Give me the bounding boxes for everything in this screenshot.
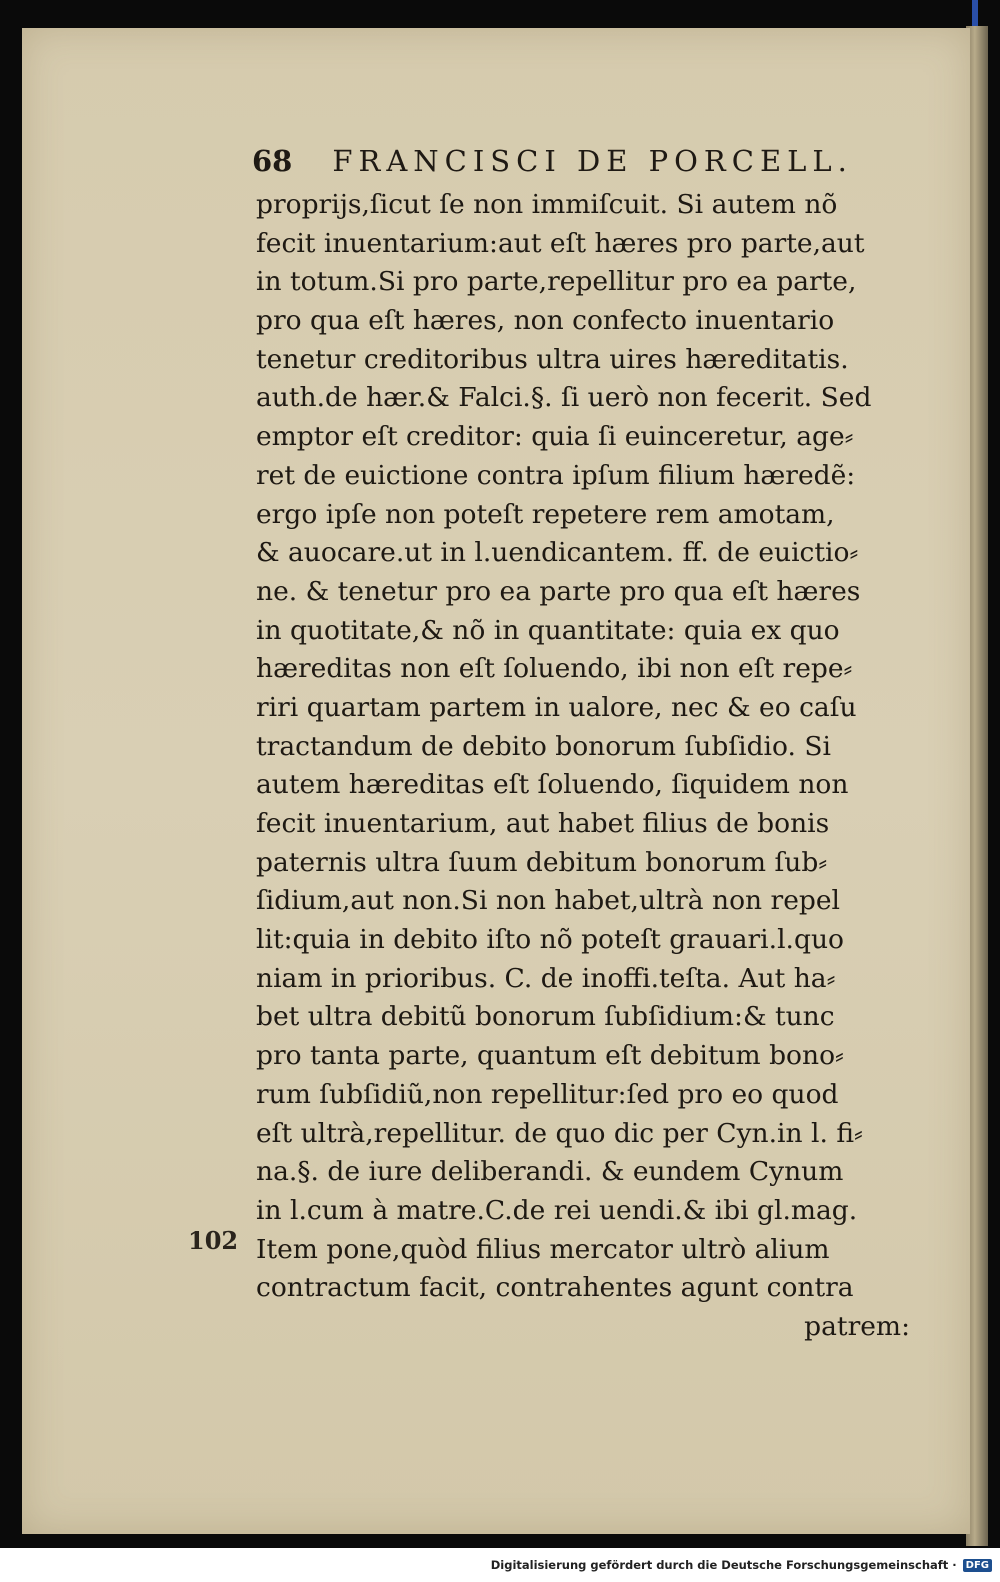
text-line: proprijs,ſicut ſe non immiſcuit. Si autem nõ	[256, 189, 838, 220]
text-line: niam in prioribus. C. de inoffi.teſta. Aut ha⸗	[256, 962, 836, 994]
text-line: pro tanta parte, quantum eſt debitum bono⸗	[256, 1040, 844, 1072]
text-line: eſt ultrà,repellitur. de quo dic per Cyn.in l. fi⸗	[256, 1117, 863, 1149]
text-line: fecit inuentarium, aut habet filius de bonis	[256, 808, 830, 839]
text-line: pro qua eſt hæres, non confecto inuentario	[256, 305, 835, 337]
text-line: auth.de hær.& Falci.§. ſi uerò non fecerit. Sed	[256, 382, 872, 414]
text-line: ſidium,aut non.Si non habet,ultrà non repel	[256, 885, 841, 917]
page-header	[252, 134, 872, 178]
dfg-logo: DFG	[963, 1559, 992, 1572]
footer-bar	[0, 1548, 1000, 1582]
text-line: ne. & tenetur pro ea parte pro qua eſt hæres	[256, 575, 861, 607]
text-line: in totum.Si pro parte,repellitur pro ea parte,	[256, 266, 857, 298]
folio-number: 68	[252, 144, 293, 178]
text-line: emptor eſt creditor: quia ſi euinceretur, age⸗	[256, 421, 854, 453]
text-line: lit:quia in debito iſto nõ poteſt grauari.l.quo	[256, 924, 844, 956]
text-line: autem hæreditas eſt ſoluendo, ſiquidem non	[256, 769, 849, 801]
digitization-credit: Digitalisierung gefördert durch die Deutsche Forschungsgemeinschaft ·	[490, 1558, 957, 1572]
catchword: patrem:	[804, 1310, 910, 1342]
text-line: hæreditas non eſt ſoluendo, ibi non eſt repe⸗	[256, 653, 853, 685]
text-line: ergo ipſe non poteſt repetere rem amotam,	[256, 498, 835, 530]
text-line: ret de euictione contra ipſum filium hæredẽ:	[256, 459, 856, 491]
margin-number: 102	[188, 1226, 239, 1255]
text-line: Item pone,quòd filius mercator ultrò alium	[256, 1233, 830, 1265]
text-line: in quotitate,& nõ in quantitate: quia ex quo	[256, 614, 840, 646]
text-line: in l.cum à matre.C.de rei uendi.& ibi gl.mag.	[256, 1194, 858, 1226]
text-line: riri quartam partem in ualore, nec & eo caſu	[256, 691, 857, 723]
body-text	[256, 186, 916, 1347]
text-line: bet ultra debitũ bonorum ſubſidium:& tunc	[256, 1001, 835, 1033]
text-line: fecit inuentarium:aut eſt hæres pro parte,aut	[256, 227, 865, 259]
text-line: contractum facit, contrahentes agunt contra	[256, 1272, 854, 1304]
text-line: tractandum de debito bonorum ſubſidio. Si	[256, 730, 831, 762]
running-title: FRANCISCI DE PORCELL.	[332, 144, 853, 178]
text-line: rum ſubſidiũ,non repellitur:ſed pro eo quod	[256, 1078, 839, 1110]
text-line: na.§. de iure deliberandi. & eundem Cynum	[256, 1156, 844, 1188]
text-line: tenetur creditoribus ultra uires hæreditatis.	[256, 343, 849, 375]
text-line: paternis ultra ſuum debitum bonorum ſub⸗	[256, 846, 828, 878]
text-line: & auocare.ut in l.uendicantem. ff. de euictio⸗	[256, 537, 859, 569]
